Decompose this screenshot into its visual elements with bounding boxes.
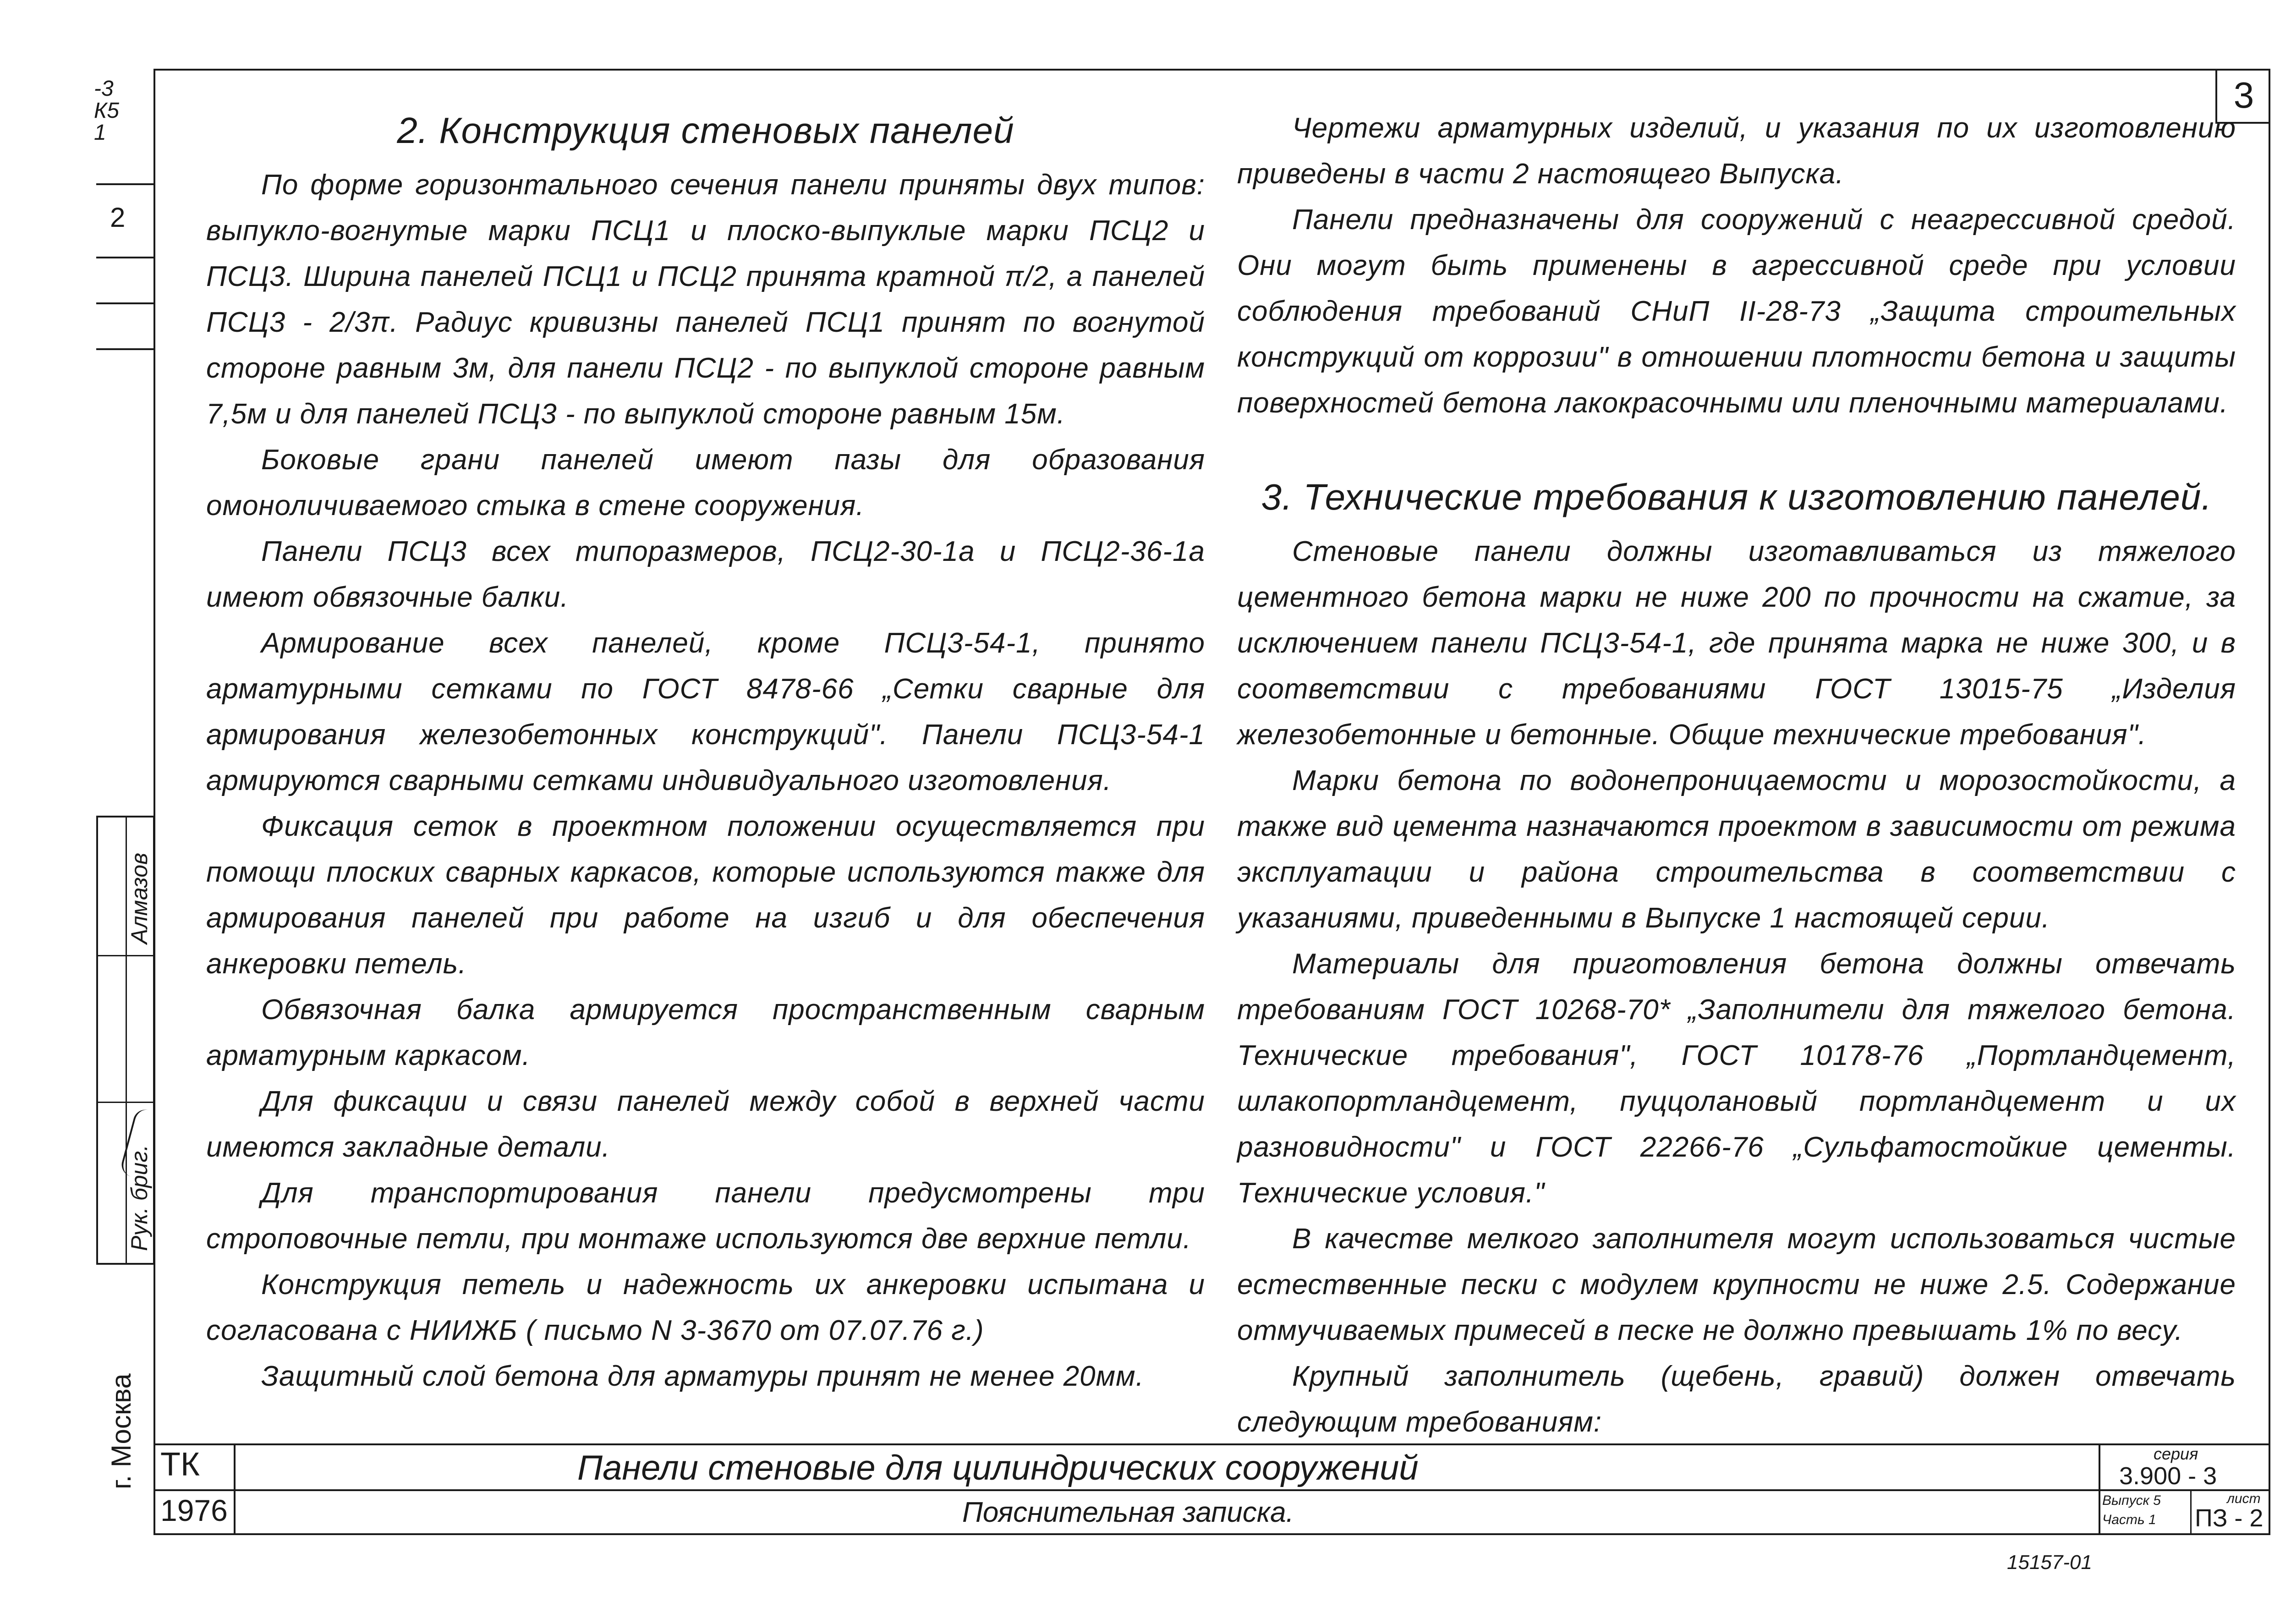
part-label: Часть 1: [2102, 1512, 2156, 1527]
document-title: Панели стеновые для цилиндрических сооружений: [577, 1448, 1419, 1487]
right-paragraph: Стеновые панели должны изготавливаться из тяжелого цементного бетона марки не ниже 200 по прочности на сжатие, за исключением панели ПСЦ3-54-1, где принята марка не ниже 300, и в соответствии с требованиями ГОСТ 13015-75 „Изделия железобетонные и бетонные. Общие технические требования".: [1237, 536, 2236, 751]
right-intro-paragraph: Панели предназначены для сооружений с неагрессивной средой. Они могут быть применены в агрессивной среде при условии соблюдения требований СНиП II-28-73 „Защита строительных конструкций от коррозии" в отношении плотности бетона и защиты поверхностей бетона лакокрасочными или пленочными материалами.: [1237, 204, 2236, 419]
margin-sheet-mark: 2: [110, 202, 126, 233]
left-paragraph: Для транспортирования панели предусмотрены три строповочные петли, при монтаже используются две верхние петли.: [206, 1177, 1205, 1255]
project-year: 1976: [160, 1493, 228, 1527]
left-paragraph: По форме горизонтального сечения панели приняты двух типов: выпукло-вогнутые марки ПСЦ1 и плоско-выпуклые марки ПСЦ2 и ПСЦ3. Ширина панелей ПСЦ1 и ПСЦ2 принята кратной π/2, а панелей ПСЦ3 - 2/3π. Радиус кривизны панелей ПСЦ1 принят по вогнутой стороне равным 3м, для панели ПСЦ2 - по выпуклой стороне равным 7,5м и для панелей ПСЦ3 - по выпуклой стороне равным 15м.: [206, 169, 1205, 430]
right-paragraph: Крупный заполнитель (щебень, гравий) должен отвечать следующим требованиям:: [1237, 1361, 2236, 1438]
frame-top-line: [153, 69, 2270, 71]
section-gap: [1237, 426, 2236, 472]
margin-rule-1: [96, 183, 155, 185]
left-paragraph: Защитный слой бетона для арматуры принят не менее 20мм.: [261, 1361, 1144, 1392]
series-value: 3.900 - 3: [2119, 1462, 2217, 1490]
author-role: Рук. бриг.: [126, 1144, 152, 1251]
left-paragraph: Армирование всех панелей, кроме ПСЦ3-54-1, принято арматурными сетками по ГОСТ 8478-66 „Сетки сварные для армирования железобетонных конструкций". Панели ПСЦ3-54-1 армируются сварными сетками индивидуального изготовления.: [206, 627, 1205, 796]
margin-rule-3: [96, 302, 155, 304]
section-3-heading: 3. Технические требования к изготовлению панелей.: [1261, 477, 2212, 517]
left-paragraph: Конструкция петель и надежность их анкеровки испытана и согласована с НИИЖБ ( письмо N 3-3670 от 07.07.76 г.): [206, 1269, 1205, 1346]
series-label: серия: [2154, 1444, 2198, 1463]
right-paragraph: Марки бетона по водонепроницаемости и морозостойкости, а также вид цемента назначаются проектом в зависимости от режима эксплуатации и района строительства в соответствии с указаниями, приведенными в Выпуске 1 настоящей серии.: [1237, 765, 2236, 934]
org-code: ТК: [160, 1446, 200, 1483]
left-column: [206, 105, 1205, 1399]
titleblock-sheet-divider: [2190, 1489, 2192, 1535]
sheet-value: ПЗ - 2: [2195, 1504, 2264, 1532]
margin-rule-4: [96, 348, 155, 350]
right-paragraph: В качестве мелкого заполнителя могут использоваться чистые естественные пески с модулем крупности не ниже 2.5. Содержание отмучиваемых примесей в песке не должно превышать 1% по весу.: [1237, 1223, 2236, 1346]
left-paragraph: Обвязочная балка армируется пространственным сварным арматурным каркасом.: [206, 994, 1205, 1071]
right-column: [1237, 105, 2236, 1445]
titleblock-mid-line: [153, 1489, 2270, 1491]
frame-left-line: [153, 69, 155, 1535]
left-paragraph: Для фиксации и связи панелей между собой в верхней части имеются закладные детали.: [206, 1086, 1205, 1163]
left-paragraph: Панели ПСЦ3 всех типоразмеров, ПСЦ2-30-1а и ПСЦ2-36-1а имеют обвязочные балки.: [206, 536, 1205, 613]
stamp-rule-2: [98, 1102, 153, 1103]
frame-right-line: [2269, 69, 2270, 1535]
margin-rule-2: [96, 257, 155, 258]
frame-bottom-line: [153, 1533, 2270, 1535]
right-paragraph: Материалы для приготовления бетона должны отвечать требованиям ГОСТ 10268-70* „Заполнители для тяжелого бетона. Технические требования", ГОСТ 10178-76 „Портландцемент, шлакопортландцемент, пуццолановый портландцемент и их разновидности" и ГОСТ 22266-76 „Сульфатостойкие цементы. Технические условия.": [1237, 948, 2236, 1209]
right-intro-paragraph: Чертежи арматурных изделий, и указания по их изготовлению приведены в части 2 настоящего Выпуска.: [1237, 112, 2236, 190]
stamp-rule-1: [98, 955, 153, 956]
issue-label: Выпуск 5: [2102, 1493, 2161, 1508]
titleblock-org-divider: [234, 1443, 236, 1535]
titleblock-series-divider: [2099, 1443, 2100, 1535]
city: г. Москва: [106, 1373, 137, 1489]
left-paragraph: Боковые грани панелей имеют пазы для образования омоноличиваемого стыка в стене сооружения.: [206, 444, 1205, 521]
left-paragraph: Фиксация сеток в проектном положении осуществляется при помощи плоских сварных каркасов, которые используются также для армирования панелей при работе на изгиб и для обеспечения анкеровки петель.: [206, 811, 1205, 980]
footer-note: 15157-01: [2007, 1551, 2092, 1574]
margin-code: -3 К5 1: [94, 77, 119, 145]
sheet-number: 3: [2233, 75, 2254, 115]
document-subtitle: Пояснительная записка.: [962, 1497, 1294, 1528]
author-name: Алмазов: [126, 852, 152, 944]
titleblock-top-line: [153, 1443, 2270, 1445]
sheet-label: лист: [2227, 1491, 2261, 1506]
section-2-heading: 2. Конструкция стеновых панелей: [397, 110, 1014, 151]
